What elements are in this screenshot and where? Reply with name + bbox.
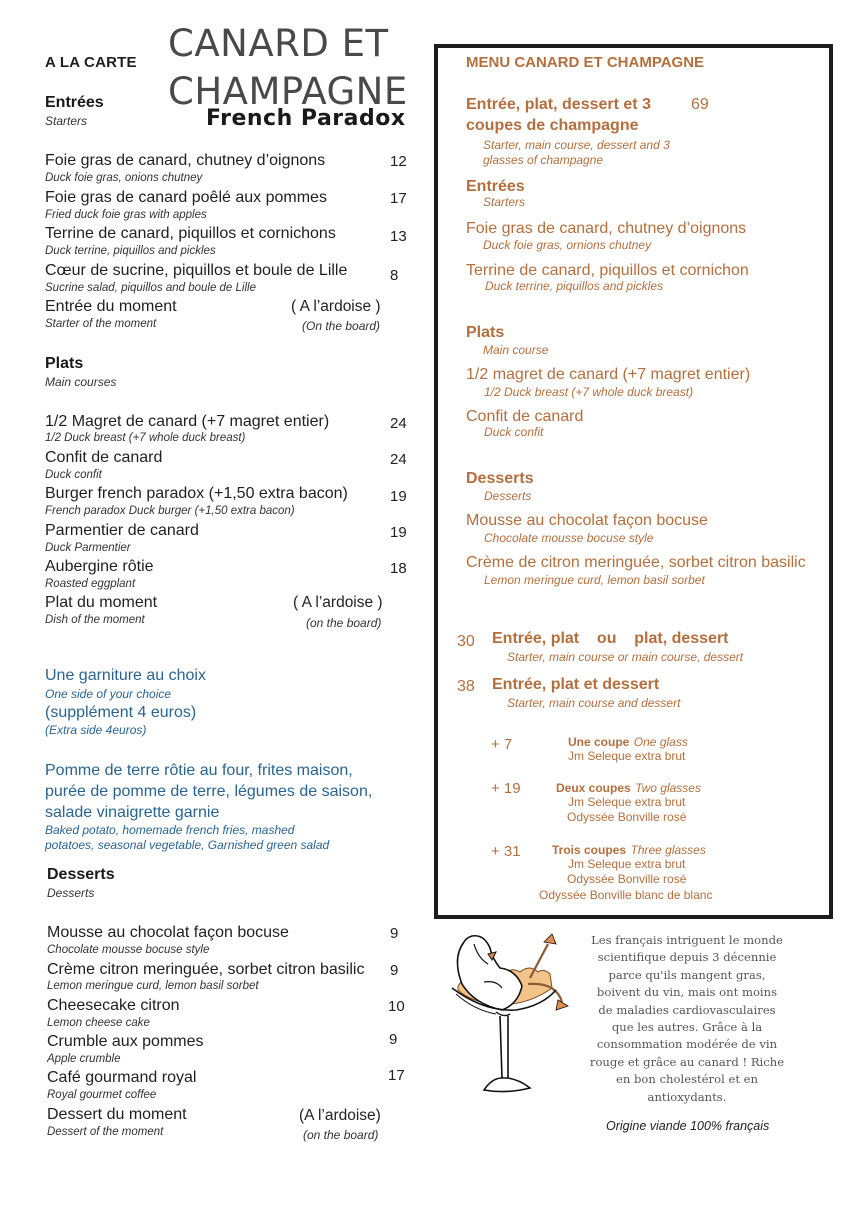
menu-item-price: 13 xyxy=(390,228,407,245)
menu-item-price: 18 xyxy=(390,560,407,577)
menu-item-translation: Sucrine salad, piquillos and boule de Lille xyxy=(45,282,256,294)
menu-item-translation: 1/2 Duck breast (+7 whole duck breast) xyxy=(45,432,246,444)
section-title: Entrées xyxy=(45,94,104,111)
menu-item-name: Entrée du moment xyxy=(45,298,177,315)
menu-item-price: 8 xyxy=(390,267,399,284)
formula-label: Entrée, plat et dessert xyxy=(492,676,660,693)
menu-item-name: Plat du moment xyxy=(45,594,158,611)
menu-item-translation: Duck Parmentier xyxy=(45,542,131,554)
full-formula-label: Entrée, plat, dessert et 3 xyxy=(466,96,651,113)
section-title: Plats xyxy=(466,324,505,341)
page-title-line2: CHAMPAGNE xyxy=(168,70,408,113)
menu-item-translation: Apple crumble xyxy=(47,1053,121,1065)
side-options: purée de pomme de terre, légumes de saison, xyxy=(45,783,373,800)
champagne-price: + 7 xyxy=(491,736,513,753)
french-paradox-quote: Les français intriguent le monde scientifique depuis 3 décennie parce qu'ils mangent gras, boivent du vin, mais ont moins de maladies cardiovasculaires que les autres. Grâce à la consommation modérée de vin rouge et grâce au canard ! Riche en bon cholestérol et en antioxydants. xyxy=(589,933,785,1104)
menu-item-price: 19 xyxy=(390,488,407,505)
page-subtitle: French Paradox xyxy=(206,106,406,131)
menu-item-name: Burger french paradox (+1,50 extra bacon) xyxy=(45,485,348,502)
menu-item-translation: Royal gourmet coffee xyxy=(47,1089,157,1101)
menu-item-name: Mousse au chocolat façon bocuse xyxy=(47,924,289,941)
side-title-translation: One side of your choice xyxy=(45,687,172,701)
section-subtitle: Desserts xyxy=(484,489,532,503)
menu-item-price: 24 xyxy=(390,451,407,468)
menu-item-translation: Duck foie gras, onions chutney xyxy=(45,172,203,184)
full-formula-translation: glasses of champagne xyxy=(483,153,604,167)
menu-item-price: 10 xyxy=(388,998,405,1015)
on-the-board-translation: (on the board) xyxy=(306,616,382,630)
menu-item-name: Café gourmand royal xyxy=(47,1069,197,1086)
on-the-board-label: ( A l’ardoise ) xyxy=(293,594,383,611)
full-formula-translation: Starter, main course, dessert and 3 xyxy=(483,138,670,152)
menu-item-price: 9 xyxy=(390,962,399,979)
menu-item-translation: French paradox Duck burger (+1,50 extra bacon) xyxy=(45,505,295,517)
menu-item-translation: Starter of the moment xyxy=(45,318,157,330)
champagne-wine: Jm Seleque extra brut xyxy=(568,857,686,871)
a-la-carte-label: A LA CARTE xyxy=(45,54,137,71)
menu-item-name: 1/2 Magret de canard (+7 magret entier) xyxy=(45,413,330,430)
menu-item-name: Foie gras de canard, chutney d’oignons xyxy=(45,152,326,169)
menu-item-price: 17 xyxy=(388,1067,405,1084)
champagne-count-translation: Three glasses xyxy=(630,843,706,857)
section-subtitle: Starters xyxy=(483,195,526,209)
side-supplement: (supplément 4 euros) xyxy=(45,704,197,721)
menu-item-name: Mousse au chocolat façon bocuse xyxy=(466,512,708,529)
full-formula-price: 69 xyxy=(691,96,709,113)
menu-item-translation: Duck foie gras, ornions chutney xyxy=(483,238,652,252)
formula-translation: Starter, main course or main course, dessert xyxy=(507,650,744,664)
section-title: Entrées xyxy=(466,178,525,195)
menu-item-name: 1/2 magret de canard (+7 magret entier) xyxy=(466,366,751,383)
formula-price: 38 xyxy=(457,678,475,695)
meat-origin-note: Origine viande 100% français xyxy=(606,1119,770,1133)
menu-item-translation: Chocolate mousse bocuse style xyxy=(47,944,210,956)
menu-item-name: Parmentier de canard xyxy=(45,522,199,539)
menu-item-name: Cœur de sucrine, piquillos et boule de Lille xyxy=(45,262,348,279)
menu-item-name: Cheesecake citron xyxy=(47,997,180,1014)
menu-item-translation: Chocolate mousse bocuse style xyxy=(484,531,654,545)
menu-item-name: Foie gras de canard poêlé aux pommes xyxy=(45,189,327,206)
menu-item-price: 9 xyxy=(389,1031,398,1048)
on-the-board-translation: (On the board) xyxy=(302,319,381,333)
section-subtitle: Desserts xyxy=(47,886,95,900)
formula-translation: Starter, main course and dessert xyxy=(507,696,681,710)
menu-item-translation: Duck confit xyxy=(484,425,544,439)
menu-item-name: Terrine de canard, piquillos et cornichon xyxy=(466,262,749,279)
menu-item-name: Crème de citron meringuée, sorbet citron basilic xyxy=(466,554,806,571)
section-subtitle: Starters xyxy=(45,114,88,128)
full-formula-label: coupes de champagne xyxy=(466,117,639,134)
menu-item-name: Crème citron meringuée, sorbet citron basilic xyxy=(47,961,365,978)
champagne-wine: Odyssée Bonville rosé xyxy=(567,872,687,886)
on-the-board-label: (A l’ardoise) xyxy=(299,1107,381,1124)
section-title: Plats xyxy=(45,355,84,372)
menu-item-translation: Roasted eggplant xyxy=(45,578,136,590)
on-the-board-label: ( A l’ardoise ) xyxy=(291,298,381,315)
section-title: Desserts xyxy=(466,470,534,487)
side-options: salade vinaigrette garnie xyxy=(45,804,220,821)
menu-item-translation: Lemon meringue curd, lemon basil sorbet xyxy=(47,980,259,992)
menu-item-price: 12 xyxy=(390,153,407,170)
menu-item-price: 19 xyxy=(390,524,407,541)
menu-item-translation: Duck terrine, piquillos and pickles xyxy=(485,279,664,293)
menu-item-translation: Duck terrine, piquillos and pickles xyxy=(45,245,216,257)
menu-item-name: Crumble aux pommes xyxy=(47,1033,204,1050)
champagne-wine: Odyssée Bonville blanc de blanc xyxy=(539,888,713,902)
champagne-wine: Odyssée Bonville rosé xyxy=(567,810,687,824)
menu-item-translation: Lemon cheese cake xyxy=(47,1017,150,1029)
section-title: Desserts xyxy=(47,866,115,883)
menu-item-price: 24 xyxy=(390,415,407,432)
set-menu-title: MENU CANARD ET CHAMPAGNE xyxy=(466,54,705,71)
section-subtitle: Main course xyxy=(483,343,549,357)
menu-item-name: Confit de canard xyxy=(466,408,584,425)
champagne-price: + 19 xyxy=(491,780,521,797)
menu-item-name: Dessert du moment xyxy=(47,1106,187,1123)
champagne-wine: Jm Seleque extra brut xyxy=(568,795,686,809)
menu-item-translation: Fried duck foie gras with apples xyxy=(45,209,207,221)
menu-item-translation: Lemon meringue curd, lemon basil sorbet xyxy=(484,573,705,587)
champagne-count: Trois coupes xyxy=(552,843,627,857)
menu-item-translation: Dessert of the moment xyxy=(47,1126,164,1138)
menu-item-translation: 1/2 Duck breast (+7 whole duck breast) xyxy=(484,385,694,399)
page-title-line1: CANARD ET xyxy=(168,22,389,65)
menu-item-name: Foie gras de canard, chutney d’oignons xyxy=(466,220,747,237)
menu-item-name: Confit de canard xyxy=(45,449,163,466)
menu-item-name: Terrine de canard, piquillos et cornichons xyxy=(45,225,336,242)
section-subtitle: Main courses xyxy=(45,375,117,389)
champagne-count-translation: Two glasses xyxy=(635,781,701,795)
side-options-translation: potatoes, seasonal vegetable, Garnished green salad xyxy=(45,838,330,852)
champagne-price: + 31 xyxy=(491,843,521,860)
menu-item-translation: Dish of the moment xyxy=(45,614,145,626)
menu-item-name: Aubergine rôtie xyxy=(45,558,154,575)
champagne-count-translation: One glass xyxy=(633,735,688,749)
side-options-translation: Baked potato, homemade french fries, mashed xyxy=(45,823,295,837)
champagne-count: Une coupe xyxy=(568,735,630,749)
formula-price: 30 xyxy=(457,633,475,650)
side-options: Pomme de terre rôtie au four, frites maison, xyxy=(45,762,353,779)
menu-item-translation: Duck confit xyxy=(45,469,102,481)
menu-item-price: 9 xyxy=(390,925,399,942)
menu-item-price: 17 xyxy=(390,190,407,207)
champagne-count: Deux coupes xyxy=(556,781,631,795)
formula-label: Entrée, plat ou plat, dessert xyxy=(492,630,729,647)
champagne-wine: Jm Seleque extra brut xyxy=(568,749,686,763)
on-the-board-translation: (on the board) xyxy=(303,1128,379,1142)
side-title: Une garniture au choix xyxy=(45,667,206,684)
duck-champagne-glass-illustration xyxy=(444,928,586,1094)
side-supplement-translation: (Extra side 4euros) xyxy=(45,723,147,737)
